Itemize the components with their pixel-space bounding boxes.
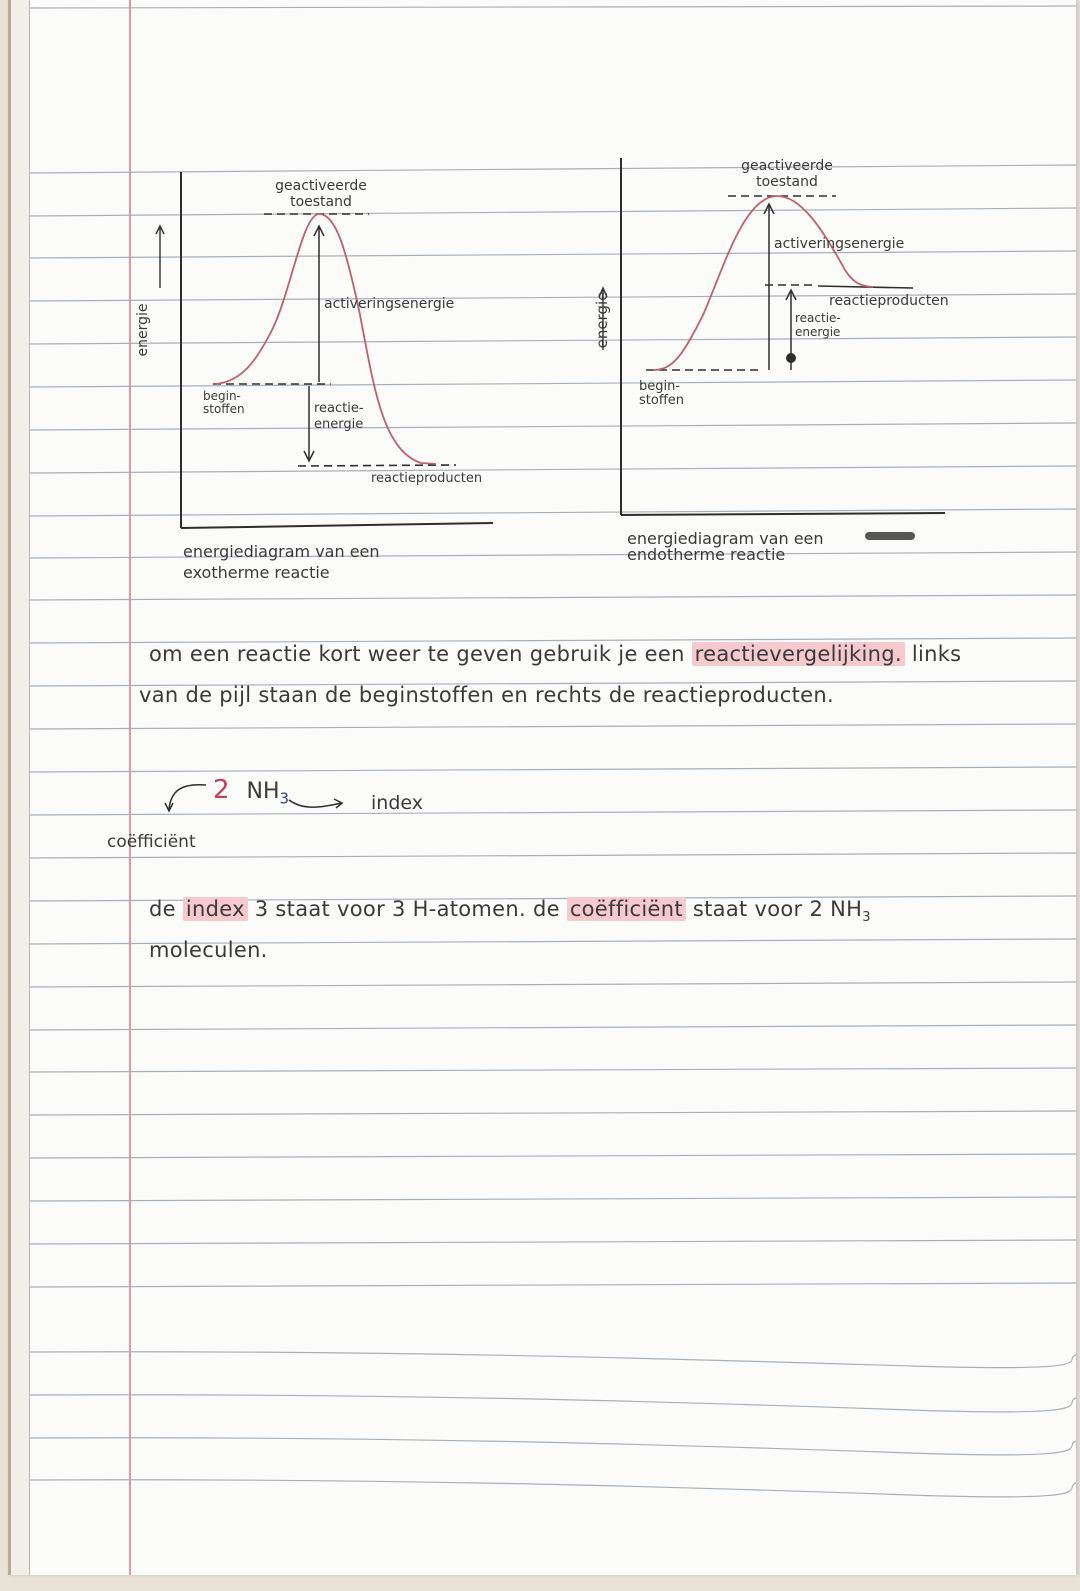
y-axis-label: energie bbox=[593, 291, 611, 349]
scribble-out bbox=[865, 532, 915, 540]
svg-text:toestand: toestand bbox=[756, 174, 818, 190]
index: 3 bbox=[279, 789, 290, 808]
reaction-energy-label: reactie- bbox=[795, 311, 841, 325]
products-label: reactieproducten bbox=[371, 471, 483, 486]
index-label: index bbox=[371, 792, 423, 814]
coefficient: 2 bbox=[213, 775, 230, 805]
caption: energiediagram van een bbox=[183, 542, 380, 561]
y-axis-label: energie bbox=[135, 303, 151, 357]
highlight-index: index bbox=[183, 897, 248, 921]
energy-diagram-exotherm bbox=[131, 150, 531, 590]
activation-label: activeringsenergie bbox=[324, 296, 455, 312]
paragraph-1-line-1: om een reactie kort weer te geven gebruik je een reactievergelijking. links bbox=[149, 642, 962, 666]
highlight-reactievergelijking: reactievergelijking. bbox=[692, 642, 905, 666]
svg-text:stoffen: stoffen bbox=[203, 402, 245, 416]
svg-text:exotherme reactie: exotherme reactie bbox=[183, 563, 330, 582]
paragraph-2-line-2: moleculen. bbox=[149, 938, 268, 962]
activation-label: activeringsenergie bbox=[774, 236, 905, 252]
formula bbox=[213, 775, 289, 807]
svg-text:toestand: toestand bbox=[290, 194, 352, 210]
notebook-page bbox=[8, 0, 1076, 1575]
svg-text:energie: energie bbox=[795, 325, 841, 339]
start-label: begin- bbox=[639, 379, 681, 394]
paragraph-2-line-1: de index 3 staat voor 3 H-atomen. de coëfficiënt staat voor 2 $NH_3$ bbox=[149, 897, 871, 926]
caption: energiediagram van een bbox=[627, 529, 824, 548]
paragraph-1-line-2: van de pijl staan de beginstoffen en rechts de reactieproducten. bbox=[139, 683, 834, 707]
reaction-energy-label: reactie- bbox=[314, 401, 364, 416]
start-label: begin- bbox=[203, 389, 241, 403]
svg-text:endotherme reactie: endotherme reactie bbox=[627, 545, 786, 564]
peak-label: geactiveerde bbox=[741, 158, 833, 174]
products-label: reactieproducten bbox=[829, 293, 949, 309]
coefficient-label: coëfficiënt bbox=[107, 832, 196, 852]
highlight-coefficient: coëfficiënt bbox=[567, 897, 686, 921]
svg-text:energie: energie bbox=[314, 417, 364, 432]
energy-diagram-endotherm bbox=[573, 140, 993, 580]
peak-label: geactiveerde bbox=[275, 178, 367, 194]
svg-text:stoffen: stoffen bbox=[639, 393, 685, 408]
molecule: NH bbox=[246, 779, 280, 804]
